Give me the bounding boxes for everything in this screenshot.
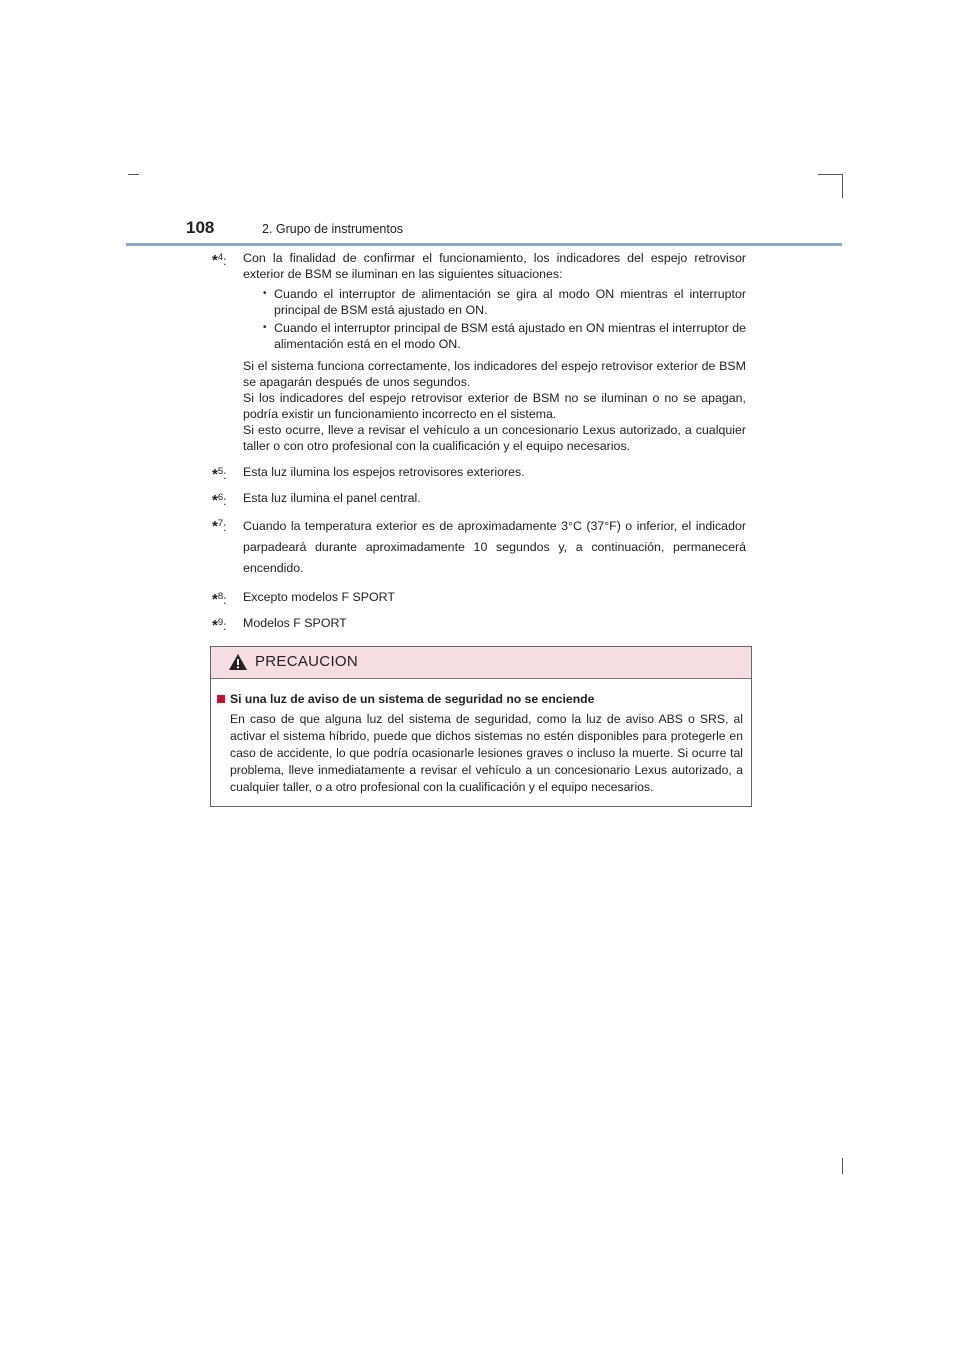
caution-header [211,647,751,679]
footnote-4 [212,250,746,454]
footnote-marker: *$^9$: [212,617,227,634]
square-bullet-icon [217,695,225,703]
footnote-marker: *$^4$: [212,252,227,269]
section-title: 2. Grupo de instrumentos [262,222,404,236]
list-item: • Cuando el interruptor de alimentación se gira al modo ON mientras el interruptor principal de BSM está ajustado en ON. [263,286,746,318]
footnote-paragraph: Si el sistema funciona correctamente, los indicadores del espejo retrovisor exterior de BSM se apagarán después de unos segundos. Si los indicadores del espejo retrovisor exterior de BSM no se iluminan o no se apagan, podría existir un funcionamiento incorrecto en el sistema. Si esto ocurre, lleve a revisar el vehículo a un concesionario Lexus autorizado, a cualquier taller o con otro profesional con la cualificación y el equipo necesarios. [243,359,746,453]
footnote-marker: *$^7$: [212,518,227,535]
caution-box [210,646,752,807]
footnote-bullets [243,286,746,352]
footnotes [212,250,746,641]
footnote-8 [212,589,746,608]
footnote-text: Excepto modelos F SPORT [243,590,395,604]
header-rule [126,243,842,246]
footnote-text: Cuando la temperatura exterior es de aproximadamente 3°C (37°F) o inferior, el indicador parpadeará durante aproximadamente 10 segundos y, a continuación, permanecerá encendido. [243,519,746,575]
footnote-text: Esta luz ilumina los espejos retrovisores exteriores. [243,465,525,479]
crop-mark-top-right-v [842,174,843,198]
footnote-6 [212,490,746,509]
footnote-5 [212,464,746,483]
footnote-marker: *$^6$: [212,492,227,509]
footnote-text: Esta luz ilumina el panel central. [243,491,421,505]
crop-mark-top-left [128,174,139,175]
crop-mark-top-right-h [818,174,842,175]
page-number: 108 [186,218,215,237]
footnote-marker: *$^5$: [212,466,227,483]
caution-item-title: Si una luz de aviso de un sistema de seguridad no se enciende [217,691,743,708]
warning-triangle-icon [228,653,248,671]
caution-item-text: En caso de que alguna luz del sistema de seguridad, como la luz de aviso ABS o SRS, al activar el sistema híbrido, puede que dichos sistemas no estén disponibles para protegerle en caso de accidente, lo que podría ocasionarle lesiones graves o incluso la muerte. Si ocurre tal problema, lleve inmediatamente a revisar el vehículo a un concesionario Lexus autorizado, a cualquier taller, o a otro profesional con la cualificación y el equipo necesarios. [230,712,743,794]
footnote-text: Modelos F SPORT [243,616,347,630]
list-item: • Cuando el interruptor principal de BSM está ajustado en ON mientras el interruptor de alimentación está en el modo ON. [263,320,746,352]
footnote-marker: *$^8$: [212,591,227,608]
page-header [186,218,846,240]
caution-title: PRECAUCION [255,653,359,670]
caution-body [211,679,751,796]
footnote-text: Con la finalidad de confirmar el funcionamiento, los indicadores del espejo retrovisor exterior de BSM se iluminan en las siguientes situaciones: [243,251,746,281]
footnote-9 [212,615,746,634]
footnote-7 [212,516,746,579]
crop-mark-bottom-right-v [842,1158,843,1174]
